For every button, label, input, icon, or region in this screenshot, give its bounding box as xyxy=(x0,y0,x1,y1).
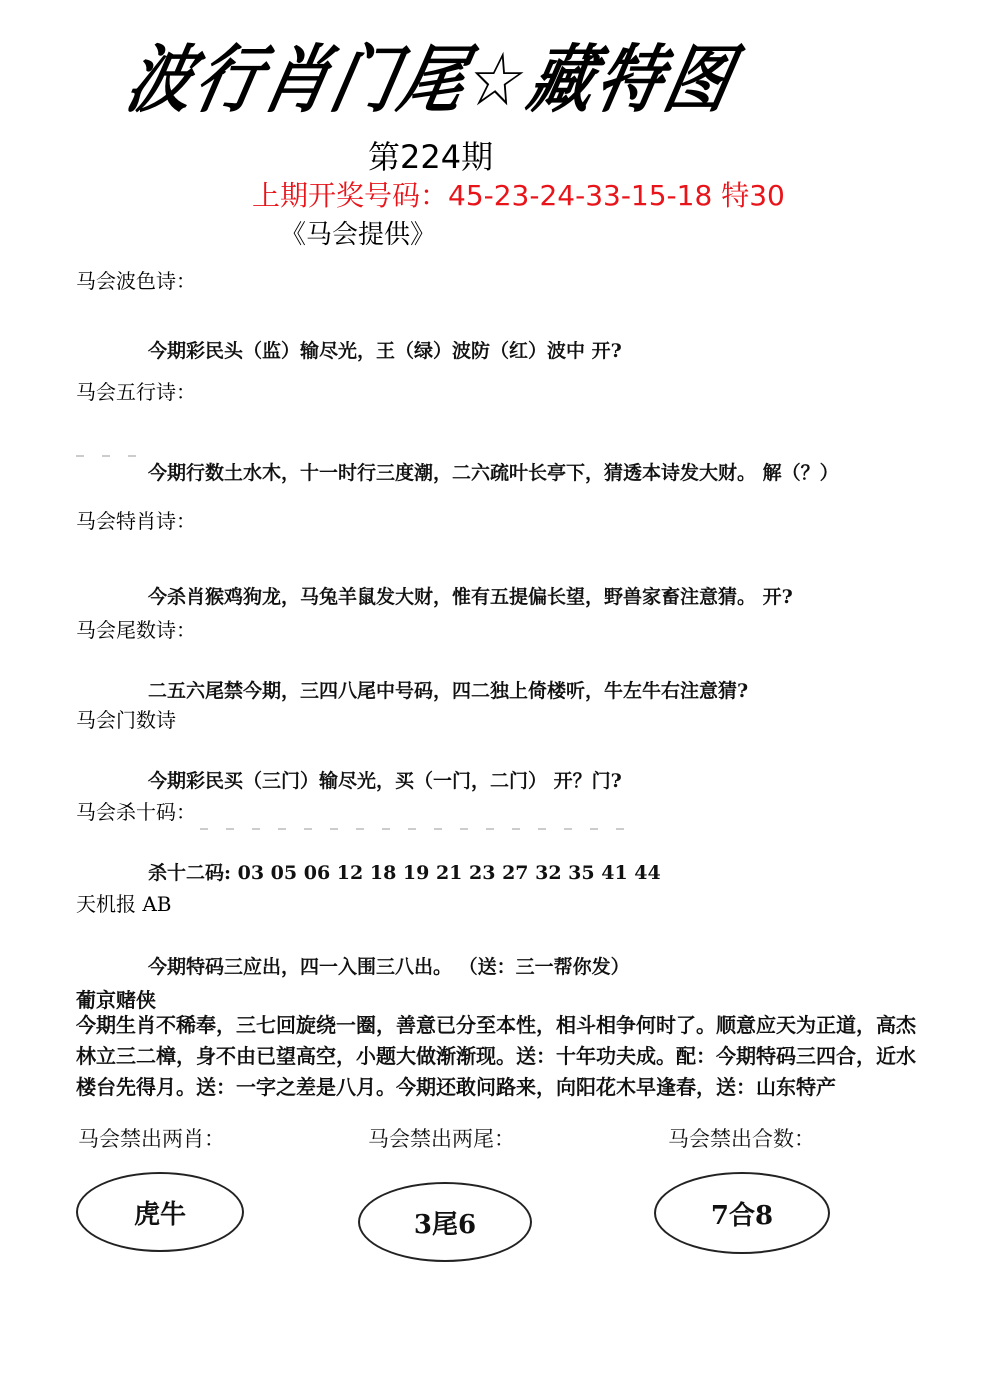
ban-value-sum: 7合8 xyxy=(710,1200,774,1231)
issue-number: 第224期 xyxy=(368,138,494,176)
ban-title-sum: 马会禁出合数： xyxy=(668,1127,815,1151)
section-heading-tianji: 天机报 AB xyxy=(76,892,172,916)
section-text-special-zodiac: 今杀肖猴鸡狗龙，马兔羊鼠发大财，惟有五提偏长望，野兽家畜注意猜。 开? xyxy=(148,586,793,608)
gambler-body: 今期生肖不稀奉，三七回旋绕一圈，善意已分至本性，相斗相争何时了。顺意应天为正道，高杰林立三二樟，身不由已望高空，小题大做渐渐现。送：十年功夫成。配：今期特码三四合，近水楼台先得月。送：一字之差是八月。今期还敢问路来，向阳花木早逢春，送：山东特产 xyxy=(76,1013,916,1099)
section-heading-five-elements: 马会五行诗： xyxy=(76,380,196,404)
ban-value-tail: 3尾6 xyxy=(413,1209,477,1240)
section-text-wave-color: 今期彩民头（监）输尽光，王（绿）波防（红）波中 开? xyxy=(148,340,622,362)
last-draw-numbers: 上期开奖号码：45-23-24-33-15-18 特30 xyxy=(252,179,785,212)
section-text-tianji: 今期特码三应出，四一入围三八出。 （送：三一帮你发） xyxy=(148,956,630,978)
ban-ellipse-zodiac xyxy=(76,1172,244,1252)
section-heading-wave-color: 马会波色诗： xyxy=(76,269,196,293)
section-text-five-elements: 今期行数土水木，十一时行三度潮，二六疏叶长亭下，猜透本诗发大财。 解（？） xyxy=(148,462,839,484)
section-heading-tail-number: 马会尾数诗： xyxy=(76,618,196,642)
ban-ellipse-tail xyxy=(358,1182,532,1262)
provider-label: 《马会提供》 xyxy=(280,220,437,250)
section-heading-door-number: 马会门数诗 xyxy=(76,708,176,732)
section-heading-special-zodiac: 马会特肖诗： xyxy=(76,509,196,533)
ban-value-zodiac: 虎牛 xyxy=(133,1199,186,1230)
section-heading-kill-codes: 马会杀十码： xyxy=(76,800,196,824)
ban-ellipse-sum xyxy=(654,1172,830,1254)
scan-artifact xyxy=(76,455,136,457)
scan-artifact xyxy=(200,828,630,830)
gambler-title: 葡京赌侠 xyxy=(76,988,156,1012)
section-text-tail-number: 二五六尾禁今期，三四八尾中号码，四二独上倚楼听，牛左牛右注意猜? xyxy=(148,680,749,702)
section-text-kill-codes: 杀十二码: 03 05 06 12 18 19 21 23 27 32 35 41 44 xyxy=(148,862,661,884)
ban-title-tail: 马会禁出两尾： xyxy=(368,1127,515,1151)
banner-title: 波行肖门尾☆藏特图 xyxy=(119,38,743,124)
ban-title-zodiac: 马会禁出两肖： xyxy=(78,1127,225,1151)
section-text-door-number: 今期彩民买（三门）输尽光，买（一门，二门） 开？门? xyxy=(148,770,622,792)
